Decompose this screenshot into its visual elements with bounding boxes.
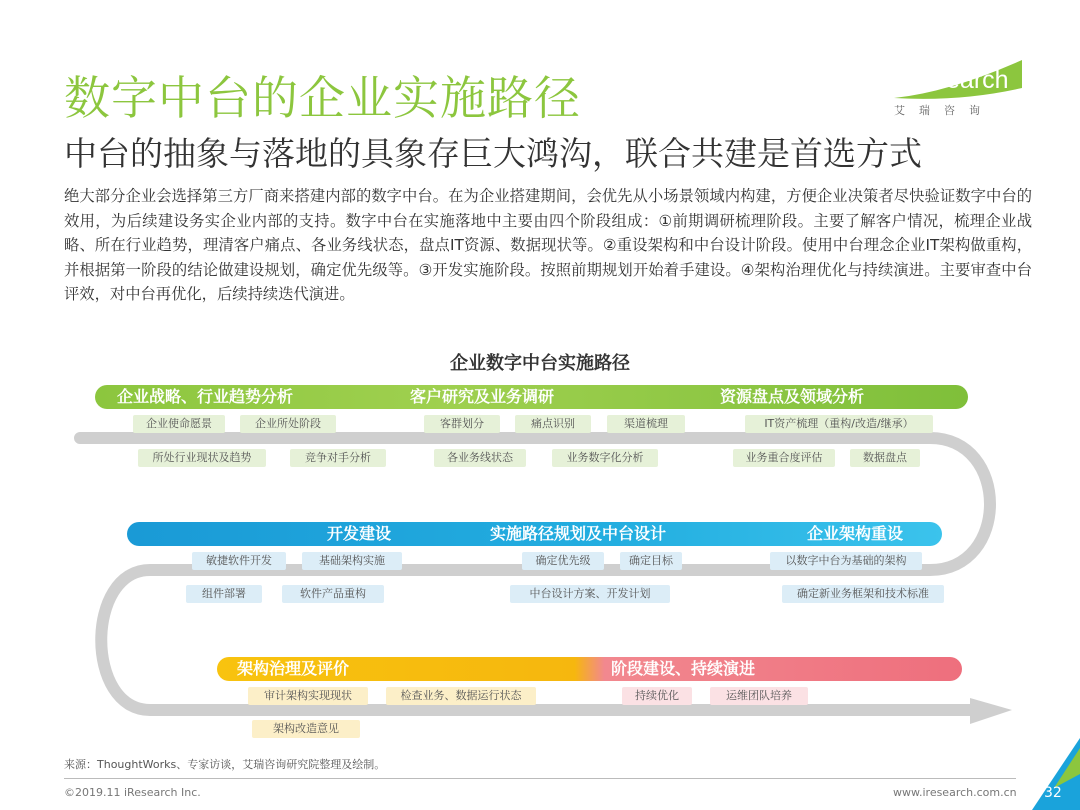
chip-architecture-audit: 审计架构实现现状	[248, 687, 368, 705]
website-url: www.iresearch.com.cn	[893, 786, 1017, 799]
chip-industry-trend: 所处行业现状及趋势	[138, 449, 266, 467]
copyright: ©2019.11 iResearch Inc.	[64, 786, 201, 799]
chip-software-refactor: 软件产品重构	[282, 585, 384, 603]
row1-stage-bar	[95, 385, 968, 409]
stage-customer-research: 客户研究及业务调研	[410, 387, 555, 406]
chip-component-deploy: 组件部署	[186, 585, 262, 603]
page-number: 32	[1044, 785, 1062, 801]
intro-paragraph: 绝大部分企业会选择第三方厂商来搭建内部的数字中台。在为企业搭建期间，会优先从小场景领域内构建，方便企业决策者尽快验证数字中台的效用，为后续建设务实企业内部的支持。数字中台在实施落地中主要由四个阶段组成：①前期调研梳理阶段。主要了解客户情况，梳理企业战略、所在行业趋势，理清客户痛点、各业务线状态，盘点IT资源、数据现状等。②重设架构和中台设计阶段。使用中台理念企业IT架构做重构，并根据第一阶段的结论做建设规划，确定优先级等。③开发实施阶段。按照前期规划开始着手建设。④架构治理优化与持续演进。主要审查中台评效，对中台再优化，后续持续迭代演进。	[64, 187, 1032, 303]
chip-channel-review: 渠道梳理	[607, 415, 685, 433]
stage-strategy-analysis: 企业战略、行业趋势分析	[117, 387, 294, 406]
chip-business-overlap: 业务重合度评估	[733, 449, 835, 467]
diagram-title: 企业数字中台实施路径	[450, 353, 630, 374]
chip-it-assets: IT资产梳理（重构/改造/继承）	[745, 415, 933, 433]
chip-design-plan: 中台设计方案、开发计划	[510, 585, 670, 603]
stage-architecture-redesign: 企业架构重设	[807, 524, 904, 543]
footer-divider	[64, 778, 1016, 779]
chip-infrastructure: 基础架构实施	[302, 552, 402, 570]
chip-mission-vision: 企业使命愿景	[133, 415, 225, 433]
chip-continuous-optimization: 持续优化	[622, 687, 692, 705]
chip-competitor-analysis: 竞争对手分析	[290, 449, 386, 467]
source-note: 来源：ThoughtWorks、专家访谈，艾瑞咨询研究院整理及绘制。	[64, 758, 386, 771]
chip-architecture-advice: 架构改造意见	[252, 720, 360, 738]
chip-ops-team: 运维团队培养	[710, 687, 808, 705]
stage-path-planning: 实施路径规划及中台设计	[490, 524, 667, 543]
stage-resource-inventory: 资源盘点及领域分析	[720, 387, 865, 406]
stage-continuous-evolution: 阶段建设、持续演进	[611, 659, 756, 678]
chip-pain-point: 痛点识别	[515, 415, 591, 433]
logo-chinese-name: 艾瑞咨询	[894, 104, 994, 117]
row3-stage-bar	[217, 657, 962, 681]
chip-priority: 确定优先级	[522, 552, 604, 570]
stage-architecture-governance: 架构治理及评价	[237, 659, 350, 678]
chip-operation-check: 检查业务、数据运行状态	[386, 687, 536, 705]
path-arrow-icon	[970, 698, 1012, 724]
chip-business-line-status: 各业务线状态	[434, 449, 526, 467]
chip-goal: 确定目标	[620, 552, 682, 570]
chip-customer-segmentation: 客群划分	[424, 415, 500, 433]
chip-platform-architecture: 以数字中台为基础的架构	[770, 552, 922, 570]
stage-development: 开发建设	[327, 524, 392, 543]
chip-data-inventory: 数据盘点	[850, 449, 920, 467]
page-subtitle: 中台的抽象与落地的具象存巨大鸿沟，联合共建是首选方式	[64, 134, 922, 173]
chip-enterprise-stage: 企业所处阶段	[240, 415, 336, 433]
chip-business-digital: 业务数字化分析	[552, 449, 658, 467]
row2-stage-bar	[127, 522, 942, 546]
chip-new-business-framework: 确定新业务框架和技术标准	[782, 585, 944, 603]
chip-agile-development: 敏捷软件开发	[192, 552, 286, 570]
page-title: 数字中台的企业实施路径	[64, 71, 581, 125]
logo-wordmark: iResearch	[896, 66, 1009, 94]
